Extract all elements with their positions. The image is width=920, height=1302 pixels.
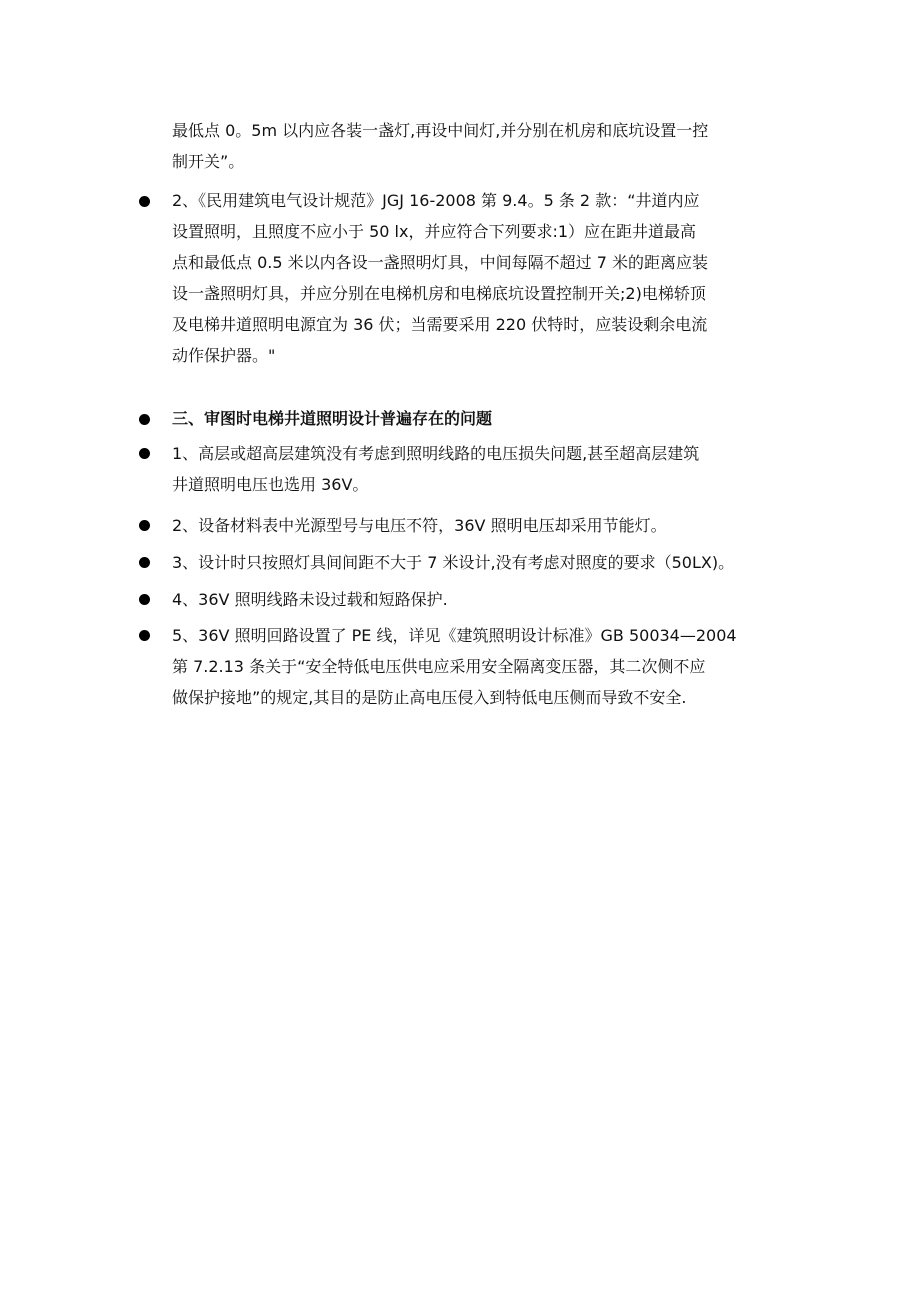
text-line: 及电梯井道照明电源宜为 36 伏；当需要采用 220 伏特时，应装设剩余电流 <box>172 315 708 334</box>
bullet-icon <box>139 448 150 459</box>
text-line: 做保护接地”的规定,其目的是防止高电压侵入到特低电压侧而导致不安全. <box>172 688 687 707</box>
bullet-icon <box>139 520 150 531</box>
text-line: 最低点 0。5m 以内应各装一盏灯,再设中间灯,并分别在机房和底坑设置一控 <box>172 121 709 140</box>
bullet-icon <box>139 630 150 641</box>
bullet-icon <box>139 557 150 568</box>
bullet-icon <box>139 196 150 207</box>
heading-line: 三、审图时电梯井道照明设计普遍存在的问题 <box>172 409 493 428</box>
text-line: 设一盏照明灯具，并应分别在电梯机房和电梯底坑设置控制开关;2)电梯轿顶 <box>172 284 706 303</box>
text-line: 点和最低点 0.5 米以内各设一盏照明灯具，中间每隔不超过 7 米的距离应装 <box>172 253 708 272</box>
bullet-icon <box>139 414 150 425</box>
paragraph-issue-4 <box>172 584 784 615</box>
text-line: 2、《民用建筑电气设计规范》JGJ 16-2008 第 9.4。5 条 2 款：“井道内应 <box>172 191 700 210</box>
paragraph-continuation <box>172 115 784 177</box>
text-line: 第 7.2.13 条关于“安全特低电压供电应采用安全隔离变压器，其二次侧不应 <box>172 657 706 676</box>
text-line: 动作保护器。" <box>172 346 276 365</box>
text-line: 井道照明电压也选用 36V。 <box>172 475 369 494</box>
text-line: 5、36V 照明回路设置了 PE 线，详见《建筑照明设计标准》GB 50034—2004 <box>172 626 737 645</box>
text-line: 4、36V 照明线路未设过载和短路保护. <box>172 590 448 609</box>
paragraph-issue-2 <box>172 510 784 541</box>
text-line: 制开关”。 <box>172 152 245 171</box>
paragraph-issue-3 <box>172 547 784 578</box>
paragraph-jgj-code <box>172 185 784 371</box>
text-line: 2、设备材料表中光源型号与电压不符，36V 照明电压却采用节能灯。 <box>172 516 667 535</box>
paragraph-issue-5 <box>172 620 784 713</box>
text-line: 设置照明，且照度不应小于 50 lx，并应符合下列要求:1）应在距井道最高 <box>172 222 697 241</box>
text-line: 1、高层或超高层建筑没有考虑到照明线路的电压损失问题,甚至超高层建筑 <box>172 444 700 463</box>
text-line: 3、设计时只按照灯具间间距不大于 7 米设计,没有考虑对照度的要求（50LX)。 <box>172 553 735 572</box>
paragraph-issue-1 <box>172 438 784 500</box>
section-heading <box>172 403 784 434</box>
bullet-icon <box>139 594 150 605</box>
